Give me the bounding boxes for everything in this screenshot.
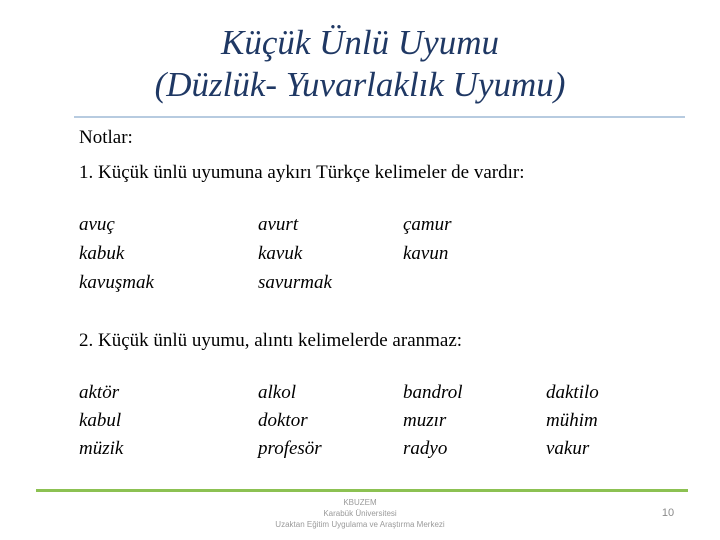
word-item: kabuk bbox=[79, 243, 125, 264]
word-item: profesör bbox=[258, 438, 322, 459]
word-item: daktilo bbox=[546, 382, 599, 403]
word-item: savurmak bbox=[258, 272, 332, 293]
word-item: kavun bbox=[403, 243, 449, 264]
footer-divider bbox=[36, 489, 688, 492]
word-item: kabul bbox=[79, 410, 122, 431]
word-item: alkol bbox=[258, 382, 296, 403]
word-item: aktör bbox=[79, 382, 120, 403]
note-item-2: 2. Küçük ünlü uyumu, alıntı kelimelerde aranmaz: bbox=[79, 330, 463, 351]
footer-line-2: Karabük Üniversitesi bbox=[323, 509, 397, 518]
word-item: vakur bbox=[546, 438, 590, 459]
word-item: kavuk bbox=[258, 243, 303, 264]
word-item: mühim bbox=[546, 410, 598, 431]
word-item: avurt bbox=[258, 214, 299, 235]
footer-line-1: KBUZEM bbox=[343, 498, 377, 507]
word-item: kavuşmak bbox=[79, 272, 154, 293]
page-number: 10 bbox=[661, 507, 675, 519]
note-item-1: 1. Küçük ünlü uyumuna aykırı Türkçe kelimeler de vardır: bbox=[79, 162, 525, 183]
slide-title bbox=[0, 22, 720, 106]
title-line-1: Küçük Ünlü Uyumu bbox=[220, 23, 499, 62]
footer-institution bbox=[200, 497, 520, 530]
notes-heading: Notlar: bbox=[79, 127, 133, 148]
word-item: doktor bbox=[258, 410, 308, 431]
word-item: muzır bbox=[403, 410, 447, 431]
word-item: avuç bbox=[79, 214, 115, 235]
title-line-2: (Düzlük- Yuvarlaklık Uyumu) bbox=[154, 65, 566, 104]
word-item: bandrol bbox=[403, 382, 463, 403]
word-item: müzik bbox=[79, 438, 124, 459]
title-divider bbox=[74, 116, 685, 118]
footer-line-3: Uzaktan Eğitim Uygulama ve Araştırma Merkezi bbox=[275, 520, 445, 529]
word-item: çamur bbox=[403, 214, 452, 235]
word-item: radyo bbox=[403, 438, 448, 459]
